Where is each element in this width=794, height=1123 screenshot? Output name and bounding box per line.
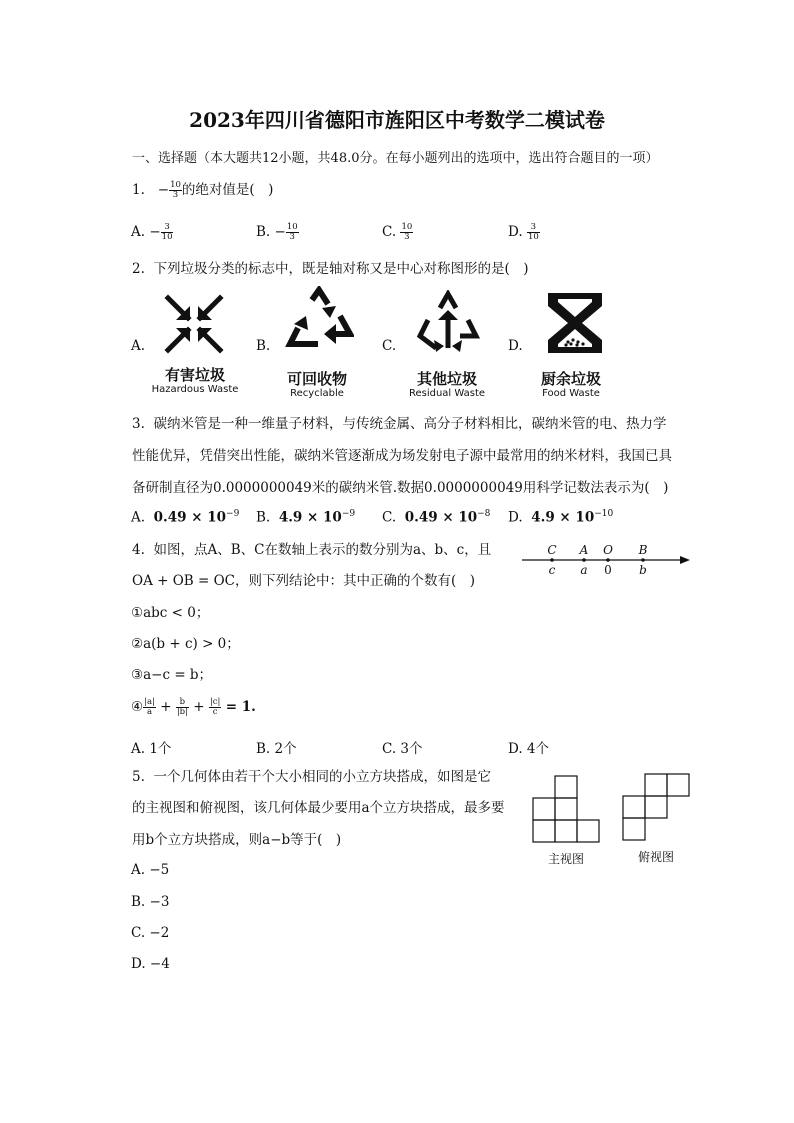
number-line [520, 540, 692, 580]
q3-option-a[interactable]: A. $0.49 \times 10^{-9}$ [131, 509, 240, 526]
q5-option-d[interactable]: D. −4 [131, 956, 170, 972]
q5-option-a[interactable]: A. −5 [131, 862, 170, 878]
section-heading: 一、选择题（本大题共12小题，共48.0分。在每小题列出的选项中，选出符合题目的一项） [132, 151, 659, 166]
q1-fraction: $\frac{10}{3}$ [170, 180, 181, 200]
hourglass-icon [544, 290, 606, 356]
recyclable-en-label: Recyclable [290, 388, 344, 399]
q1-minus: − [157, 182, 170, 198]
hazardous-en-label: Hazardous Waste [151, 384, 239, 395]
q4-option-a[interactable]: A. 1个 [131, 741, 172, 757]
axis-label-A: A [579, 543, 589, 557]
q2-option-d-label[interactable]: D. [508, 338, 523, 354]
q1-option-c[interactable]: C. $\frac{10}{3}$ [382, 222, 413, 242]
axis-value-a: a [580, 563, 588, 577]
food-en-label: Food Waste [542, 388, 600, 399]
residual-en-label: Residual Waste [408, 388, 486, 399]
q4-option-c[interactable]: C. 3个 [382, 741, 423, 757]
food-label: 厨余垃圾 [540, 370, 601, 388]
q1-option-a[interactable]: A. − $\frac{3}{10}$ [131, 222, 173, 242]
question-1 [132, 180, 273, 200]
question-3-line3: 备研制直径为0.0000000049米的碳纳米管.数据0.0000000049用科学记数法表示为( ) [132, 480, 669, 496]
top-view-figure [622, 772, 692, 844]
recycle-arrows-icon [284, 286, 354, 352]
q3-option-d[interactable]: D. $4.9 \times 10^{-10}$ [508, 509, 614, 526]
q1-option-b[interactable]: B. − $\frac{10}{3}$ [256, 222, 298, 242]
question-3-line1: 3. 碳纳米管是一种一维量子材料，与传统金属、高分子材料相比，碳纳米管的电、热力学 [132, 416, 667, 432]
residual-label: 其他垃圾 [416, 370, 477, 388]
q4-option-b[interactable]: B. 2个 [256, 741, 297, 757]
residual-arrows-icon [416, 290, 480, 354]
question-4-line1: 4. 如图，点A、B、C在数轴上表示的数分别为a、b、c，且 [132, 542, 492, 558]
q4-statement-1: ①abc < 0； [131, 605, 210, 621]
q1-number: 1. [132, 182, 145, 198]
hazardous-arrows-icon [162, 292, 226, 356]
q4-statement-2: ②a(b + c) > 0； [131, 636, 240, 652]
q4-statement-4: ④ $\frac{|a|}{a}$ + $\frac{b}{|b|}$ + $\frac{|c|}{c}$ = 1. [131, 697, 256, 717]
q2-option-a-label[interactable]: A. [131, 338, 146, 354]
question-3-line2: 性能优异，凭借突出性能，碳纳米管逐渐成为场发射电子源中最常用的纳米材料，我国已具 [132, 448, 672, 464]
axis-value-0: 0 [604, 563, 612, 577]
question-5-line1: 5. 一个几何体由若干个大小相同的小立方块搭成，如图是它 [132, 769, 491, 785]
axis-value-c: c [548, 563, 556, 577]
page-title: 2023年四川省德阳市旌阳区中考数学二模试卷 [189, 108, 605, 132]
recyclable-label: 可回收物 [286, 370, 347, 388]
q1-option-d[interactable]: D. $\frac{3}{10}$ [508, 222, 539, 242]
hazardous-label: 有害垃圾 [164, 366, 225, 384]
q5-option-c[interactable]: C. −2 [131, 925, 170, 941]
question-4-line2: OA + OB = OC，则下列结论中：其中正确的个数有( ) [132, 573, 476, 589]
question-2: 2. 下列垃圾分类的标志中，既是轴对称又是中心对称图形的是( ) [132, 261, 529, 277]
axis-label-B: B [638, 543, 648, 557]
top-view-label: 俯视图 [638, 850, 675, 864]
q4-option-d[interactable]: D. 4个 [508, 741, 550, 757]
front-view-figure [532, 774, 604, 844]
q2-option-b-label[interactable]: B. [256, 338, 271, 354]
question-5-line2: 的主视图和俯视图，该几何体最少要用a个立方块搭成，最多要 [132, 800, 505, 816]
q4-statement-3: ③a−c = b； [131, 667, 213, 683]
axis-label-O: O [603, 543, 613, 557]
axis-value-b: b [639, 563, 647, 577]
q2-stem: 下列垃圾分类的标志中，既是轴对称又是中心对称图形的是( ) [153, 261, 529, 277]
question-5-line3: 用b个立方块搭成，则a−b等于( ) [132, 832, 342, 848]
axis-label-C: C [547, 543, 557, 557]
q1-stem: 的绝对值是( ) [181, 182, 274, 198]
q3-option-c[interactable]: C. $0.49 \times 10^{-8}$ [382, 509, 491, 526]
front-view-label: 主视图 [548, 852, 585, 866]
q2-option-c-label[interactable]: C. [382, 338, 397, 354]
q3-option-b[interactable]: B. $4.9 \times 10^{-9}$ [256, 509, 356, 526]
q5-option-b[interactable]: B. −3 [131, 894, 170, 910]
